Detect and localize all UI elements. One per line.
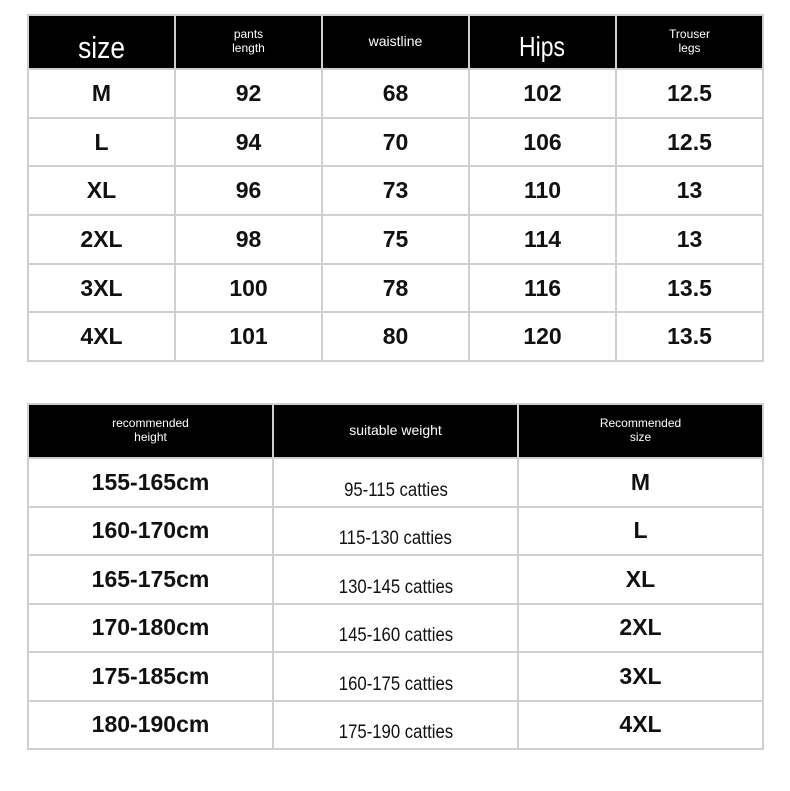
size-chart-table bbox=[27, 14, 764, 362]
table-row bbox=[28, 507, 763, 556]
trouser-legs-cell: 12.5 bbox=[616, 69, 763, 118]
table-row bbox=[28, 69, 763, 118]
header-suitable-weight: suitable weight bbox=[273, 404, 518, 458]
recommended-size-cell: XL bbox=[518, 555, 763, 604]
height-cell: 160-170cm bbox=[28, 507, 273, 556]
pants-length-cell: 96 bbox=[175, 166, 322, 215]
table-row bbox=[28, 215, 763, 264]
weight-cell: 175-190 catties bbox=[273, 701, 518, 750]
hips-cell: 106 bbox=[469, 118, 616, 167]
trouser-legs-cell: 12.5 bbox=[616, 118, 763, 167]
table-row bbox=[28, 264, 763, 313]
trouser-legs-cell: 13.5 bbox=[616, 312, 763, 361]
pants-length-cell: 98 bbox=[175, 215, 322, 264]
recommended-size-cell: 2XL bbox=[518, 604, 763, 653]
table-row bbox=[28, 555, 763, 604]
waistline-cell: 68 bbox=[322, 69, 469, 118]
weight-cell: 145-160 catties bbox=[273, 604, 518, 653]
hips-cell: 120 bbox=[469, 312, 616, 361]
header-hips: Hips bbox=[469, 15, 616, 69]
header-size: size bbox=[28, 15, 175, 69]
waistline-cell: 80 bbox=[322, 312, 469, 361]
hips-cell: 110 bbox=[469, 166, 616, 215]
header-recommended-size: Recommended size bbox=[518, 404, 763, 458]
pants-length-cell: 94 bbox=[175, 118, 322, 167]
recommendation-header-row bbox=[28, 404, 763, 458]
height-cell: 165-175cm bbox=[28, 555, 273, 604]
height-cell: 170-180cm bbox=[28, 604, 273, 653]
waistline-cell: 70 bbox=[322, 118, 469, 167]
waistline-cell: 75 bbox=[322, 215, 469, 264]
recommended-size-cell: 3XL bbox=[518, 652, 763, 701]
hips-cell: 102 bbox=[469, 69, 616, 118]
recommended-size-cell: L bbox=[518, 507, 763, 556]
header-waistline: waistline bbox=[322, 15, 469, 69]
size-cell: 4XL bbox=[28, 312, 175, 361]
table-row bbox=[28, 701, 763, 750]
hips-cell: 114 bbox=[469, 215, 616, 264]
header-pants-length: pants length bbox=[175, 15, 322, 69]
weight-cell: 130-145 catties bbox=[273, 555, 518, 604]
height-cell: 180-190cm bbox=[28, 701, 273, 750]
weight-cell: 95-115 catties bbox=[273, 458, 518, 507]
pants-length-cell: 92 bbox=[175, 69, 322, 118]
size-cell: 2XL bbox=[28, 215, 175, 264]
size-cell: XL bbox=[28, 166, 175, 215]
size-cell: L bbox=[28, 118, 175, 167]
waistline-cell: 78 bbox=[322, 264, 469, 313]
trouser-legs-cell: 13 bbox=[616, 166, 763, 215]
hips-cell: 116 bbox=[469, 264, 616, 313]
table-row bbox=[28, 458, 763, 507]
recommendation-table bbox=[27, 403, 764, 750]
weight-cell: 160-175 catties bbox=[273, 652, 518, 701]
pants-length-cell: 100 bbox=[175, 264, 322, 313]
header-trouser-legs: Trouser legs bbox=[616, 15, 763, 69]
trouser-legs-cell: 13 bbox=[616, 215, 763, 264]
recommended-size-cell: 4XL bbox=[518, 701, 763, 750]
table-row bbox=[28, 312, 763, 361]
recommended-size-cell: M bbox=[518, 458, 763, 507]
trouser-legs-cell: 13.5 bbox=[616, 264, 763, 313]
height-cell: 155-165cm bbox=[28, 458, 273, 507]
height-cell: 175-185cm bbox=[28, 652, 273, 701]
size-cell: M bbox=[28, 69, 175, 118]
table-row bbox=[28, 118, 763, 167]
header-recommended-height: recommended height bbox=[28, 404, 273, 458]
size-cell: 3XL bbox=[28, 264, 175, 313]
size-chart-header-row bbox=[28, 15, 763, 69]
table-row bbox=[28, 166, 763, 215]
pants-length-cell: 101 bbox=[175, 312, 322, 361]
weight-cell: 115-130 catties bbox=[273, 507, 518, 556]
table-row bbox=[28, 604, 763, 653]
table-row bbox=[28, 652, 763, 701]
waistline-cell: 73 bbox=[322, 166, 469, 215]
